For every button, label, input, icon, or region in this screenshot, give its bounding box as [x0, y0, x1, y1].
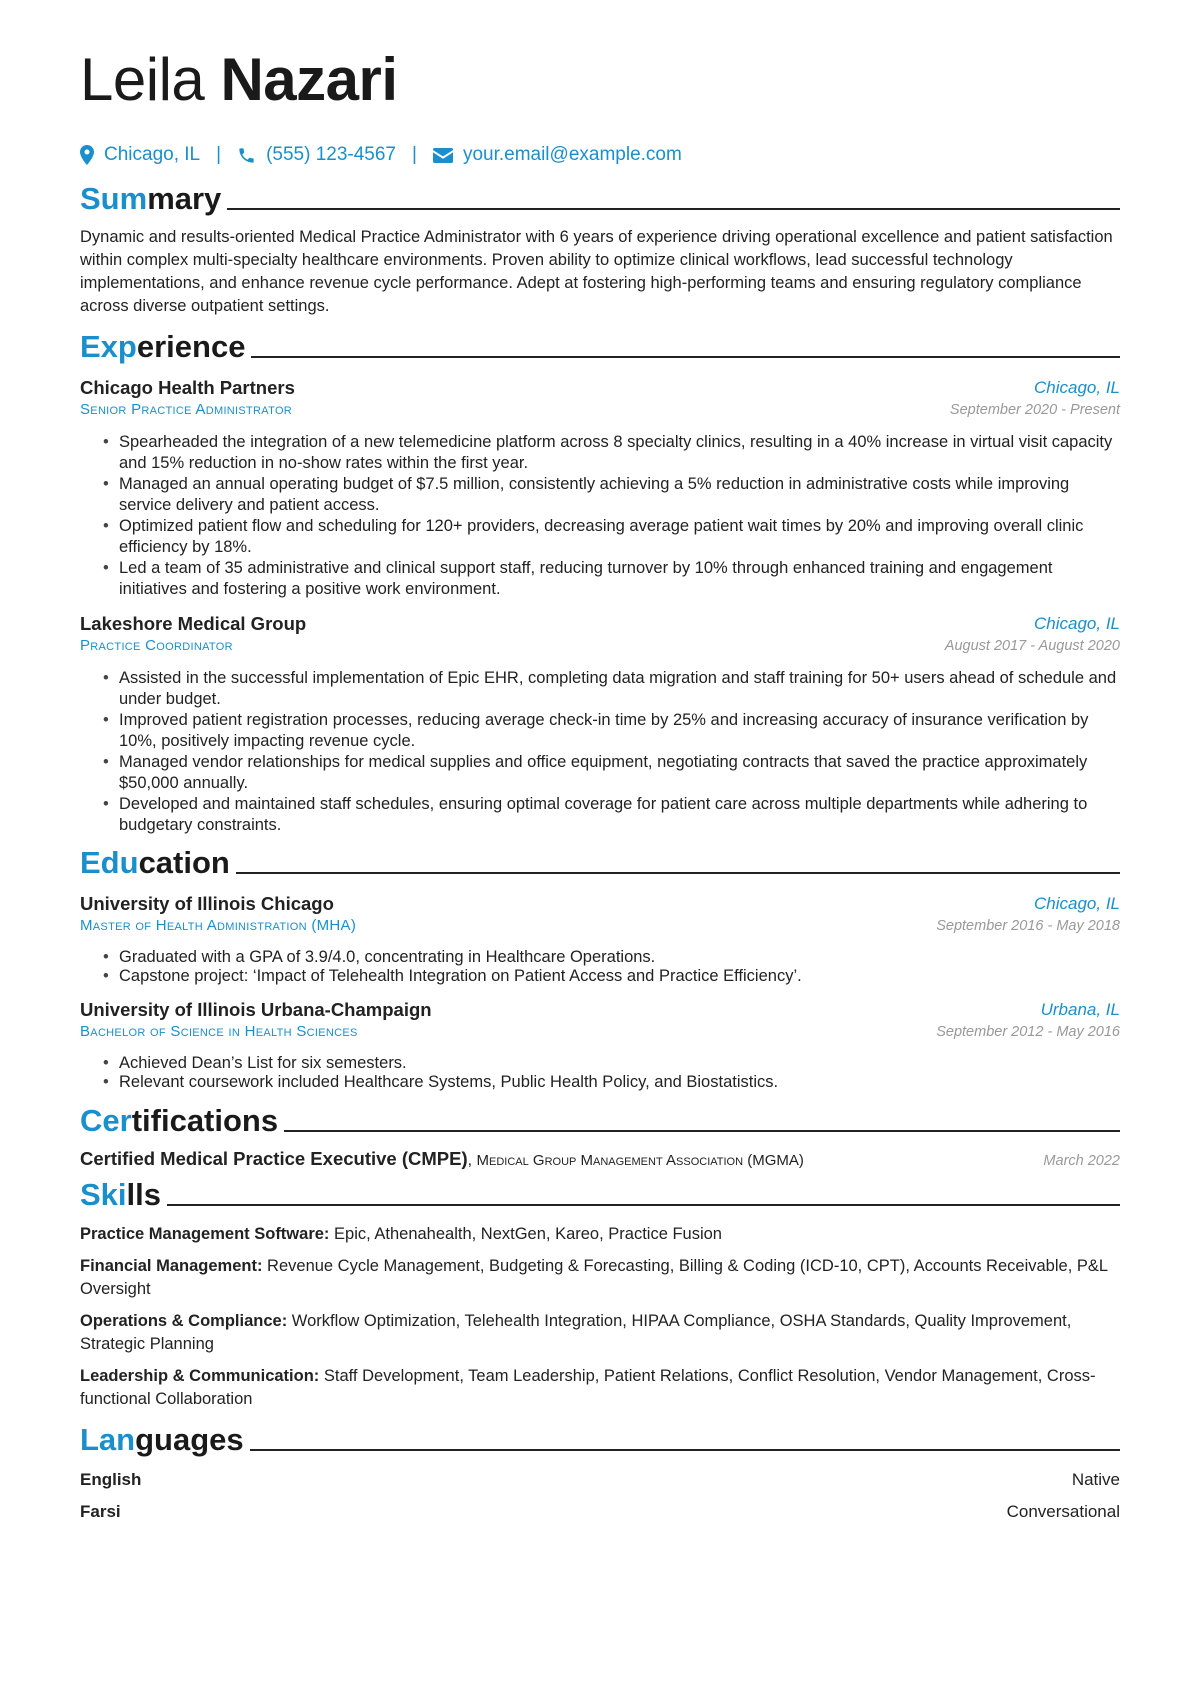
- employer-name: Lakeshore Medical Group: [80, 613, 307, 634]
- entry-location: Urbana, IL: [1040, 1000, 1120, 1019]
- experience-entry: [80, 376, 1120, 600]
- skill-category: Financial Management:: [80, 1257, 263, 1275]
- heading-accent: Cer: [80, 1103, 132, 1138]
- skill-category: Operations & Compliance:: [80, 1312, 288, 1330]
- contact-phone[interactable]: [237, 144, 396, 166]
- language-name: Farsi: [80, 1502, 121, 1521]
- certification-item: Certified Medical Practice Executive (CMPE), Medical Group Management Association (MGMA) March 2022: [80, 1148, 1120, 1169]
- list-item: • Managed an annual operating budget of $7.5 million, consistently achieving a 5% reduction in administrative costs while improving service delivery and patient access.: [119, 474, 1120, 516]
- heading-accent: Lan: [80, 1422, 136, 1457]
- job-title: Practice Coordinator: [80, 637, 233, 654]
- phone-icon: [237, 146, 256, 165]
- education-heading: [80, 844, 1120, 882]
- education-entry: [80, 998, 1120, 1092]
- education-entry: [80, 892, 1120, 986]
- heading-accent: Exp: [80, 329, 137, 364]
- list-item: • Managed vendor relationships for medical supplies and office equipment, negotiating contracts that saved the practice approximately $50,000 annually.: [119, 752, 1120, 794]
- entry-location: Chicago, IL: [1034, 614, 1120, 633]
- candidate-name: [80, 40, 1120, 120]
- entry-dates: September 2016 - May 2018: [936, 918, 1120, 934]
- skill-group: [80, 1310, 1120, 1356]
- contact-email[interactable]: [433, 144, 682, 166]
- employer-name: Chicago Health Partners: [80, 377, 295, 398]
- bullet-list: [80, 1054, 1120, 1092]
- section-rule: [227, 208, 1120, 210]
- heading-accent: Edu: [80, 845, 139, 880]
- list-item: • Optimized patient flow and scheduling for 120+ providers, decreasing average patient wait times by 20% and improving overall clinic efficiency by 18%.: [119, 516, 1120, 558]
- experience-entry: [80, 612, 1120, 836]
- skills-heading: [80, 1176, 1120, 1214]
- list-item: • Improved patient registration processes, reducing average check-in time by 25% and increasing accuracy of insurance verification by 10%, positively impacting revenue cycle.: [119, 710, 1120, 752]
- skill-category: Practice Management Software:: [80, 1225, 330, 1243]
- list-item: • Achieved Dean’s List for six semesters.: [119, 1054, 1120, 1073]
- certification-date: March 2022: [1043, 1153, 1120, 1169]
- skill-list: Workflow Optimization, Telehealth Integration, HIPAA Compliance, OSHA Standards, Quality Improvement, Strategic Planning: [80, 1312, 1072, 1353]
- skill-list: Revenue Cycle Management, Budgeting & Forecasting, Billing & Coding (ICD-10, CPT), Accounts Receivable, P&L Oversight: [80, 1257, 1108, 1298]
- heading-rest: mary: [147, 181, 222, 216]
- bullet-list: [80, 948, 1120, 986]
- contact-separator: |: [216, 144, 222, 165]
- heading-rest: erience: [136, 329, 246, 364]
- envelope-icon: [433, 148, 453, 163]
- contact-bar: [80, 142, 1120, 168]
- heading-accent: Sum: [80, 181, 148, 216]
- section-rule: [236, 872, 1120, 874]
- entry-dates: September 2020 - Present: [949, 402, 1120, 418]
- phone-text: (555) 123-4567: [266, 144, 396, 165]
- skill-category: Leadership & Communication:: [80, 1367, 320, 1385]
- list-item: • Assisted in the successful implementation of Epic EHR, completing data migration and staff training for 50+ users ahead of schedule and under budget.: [119, 668, 1120, 710]
- certification-issuer: Medical Group Management Association (MGMA): [476, 1152, 804, 1169]
- language-level: Native: [1071, 1470, 1120, 1489]
- heading-accent: Ski: [80, 1177, 127, 1212]
- experience-heading: [80, 328, 1120, 366]
- entry-dates: August 2017 - August 2020: [944, 638, 1120, 654]
- summary-heading: [80, 180, 1120, 218]
- heading-rest: guages: [135, 1422, 244, 1457]
- list-item: • Graduated with a GPA of 3.9/4.0, concentrating in Healthcare Operations.: [119, 948, 1120, 967]
- languages-heading: [80, 1421, 1120, 1459]
- section-rule: [251, 356, 1120, 358]
- certifications-heading: [80, 1102, 1120, 1140]
- contact-location: [80, 144, 200, 166]
- list-item: • Led a team of 35 administrative and clinical support staff, reducing turnover by 10% through enhanced training and engagement initiatives and fostering a positive work environment.: [119, 558, 1120, 600]
- bullet-list: [80, 668, 1120, 836]
- language-level: Conversational: [1006, 1502, 1120, 1521]
- heading-rest: lls: [126, 1177, 161, 1212]
- language-name: English: [80, 1470, 142, 1489]
- degree: Bachelor of Science in Health Sciences: [80, 1023, 358, 1040]
- language-item: [80, 1468, 1120, 1491]
- first-name: Leila: [80, 46, 205, 113]
- skill-group: [80, 1365, 1120, 1411]
- skill-list: Epic, Athenahealth, NextGen, Kareo, Practice Fusion: [334, 1225, 722, 1243]
- section-rule: [250, 1449, 1120, 1451]
- list-item: • Relevant coursework included Healthcare Systems, Public Health Policy, and Biostatistics.: [119, 1073, 1120, 1092]
- map-pin-icon: [80, 145, 94, 165]
- job-title: Senior Practice Administrator: [80, 401, 293, 418]
- list-item: • Capstone project: ‘Impact of Telehealth Integration on Patient Access and Practice Efficiency’.: [119, 967, 1120, 986]
- last-name: Nazari: [220, 46, 398, 113]
- degree: Master of Health Administration (MHA): [80, 917, 357, 934]
- school-name: University of Illinois Urbana-Champaign: [80, 999, 432, 1020]
- language-item: [80, 1500, 1120, 1523]
- resume-page: [80, 40, 1120, 1523]
- email-link: your.email@example.com: [462, 144, 682, 165]
- entry-location: Chicago, IL: [1034, 894, 1120, 913]
- heading-rest: tifications: [131, 1103, 279, 1138]
- section-rule: [284, 1130, 1120, 1132]
- skill-list: Staff Development, Team Leadership, Patient Relations, Conflict Resolution, Vendor Management, Cross-functional Collaboration: [80, 1367, 1096, 1408]
- bullet-list: [80, 432, 1120, 600]
- entry-location: Chicago, IL: [1034, 378, 1120, 397]
- section-rule: [167, 1204, 1120, 1206]
- list-item: • Spearheaded the integration of a new telemedicine platform across 8 specialty clinics, resulting in a 40% increase in virtual visit capacity and 15% reduction in no-show rates within the first year.: [119, 432, 1120, 474]
- list-item: • Developed and maintained staff schedules, ensuring optimal coverage for patient care across multiple departments while adhering to budgetary constraints.: [119, 794, 1120, 836]
- contact-separator: |: [412, 144, 417, 165]
- heading-rest: cation: [138, 845, 230, 880]
- entry-dates: September 2012 - May 2016: [936, 1024, 1120, 1040]
- school-name: University of Illinois Chicago: [80, 893, 334, 914]
- location-text: Chicago, IL: [104, 144, 201, 165]
- skill-group: [80, 1223, 1120, 1246]
- certification-name: Certified Medical Practice Executive (CMPE): [80, 1148, 468, 1169]
- skill-group: [80, 1255, 1120, 1301]
- summary-text: Dynamic and results-oriented Medical Practice Administrator with 6 years of experience driving operational excellence and patient satisfaction within complex multi-specialty healthcare environments. Proven ability to optimize clinical workflows, lead successful technology implementations, and enhance revenue cycle performance. Adept at fostering high-performing teams and ensuring regulatory compliance across diverse outpatient settings.: [80, 228, 1113, 315]
